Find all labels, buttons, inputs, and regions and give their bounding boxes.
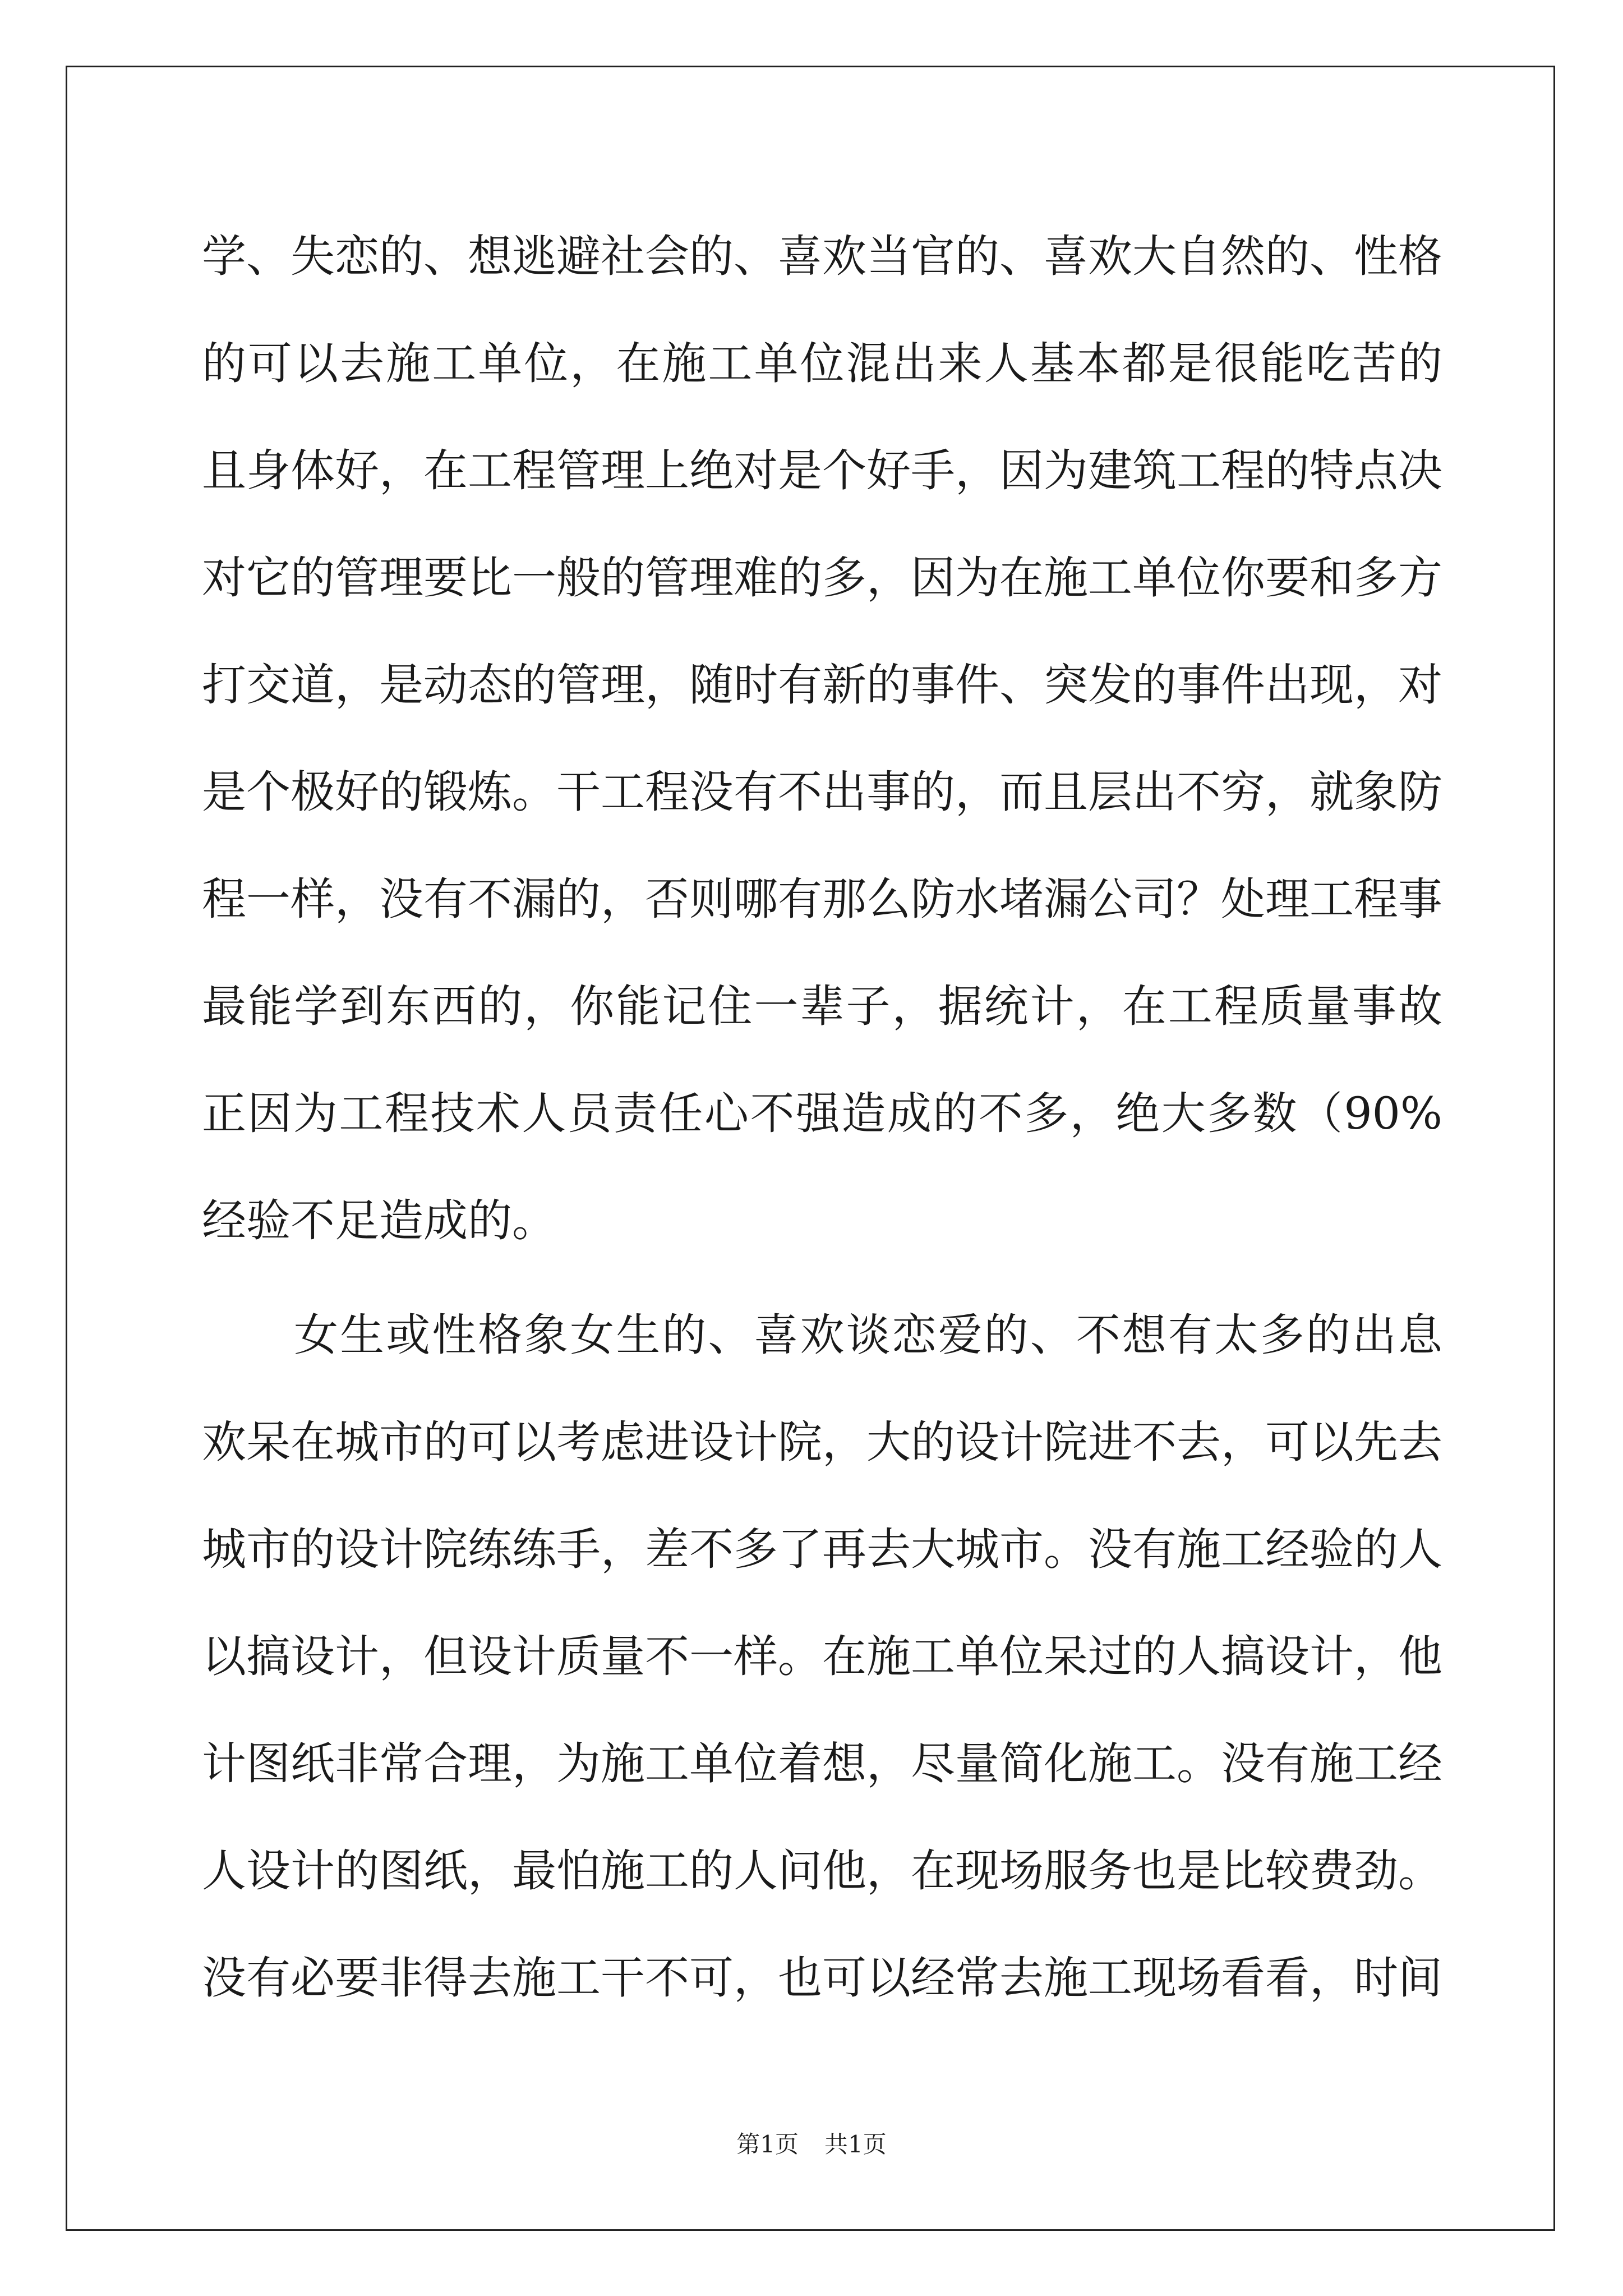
paragraph-1 bbox=[202, 203, 1442, 1274]
text-line: 计图纸非常合理，为施工单位着想，尽量简化施工。没有施工经 bbox=[202, 1738, 1442, 1789]
text-line: 女生或性格象女生的、喜欢谈恋爱的、不想有太多的出息 bbox=[294, 1309, 1442, 1361]
text-line: 欢呆在城市的可以考虑进设计院，大的设计院进不去，可以先去 bbox=[202, 1416, 1442, 1468]
text-line: 是个极好的锻炼。干工程没有不出事的，而且层出不穷，就象防 bbox=[202, 766, 1442, 818]
text-line: 最能学到东西的，你能记住一辈子，据统计，在工程质量事故 bbox=[202, 981, 1442, 1032]
text-line: 打交道，是动态的管理，随时有新的事件、突发的事件出现，对 bbox=[202, 659, 1442, 711]
document-body bbox=[202, 203, 1442, 2032]
paragraph-spacing bbox=[202, 1274, 1442, 1282]
text-line: 没有必要非得去施工干不可，也可以经常去施工现场看看，时间 bbox=[202, 1952, 1442, 2004]
page-number: 第1页 bbox=[736, 2131, 799, 2158]
text-line: 以搞设计，但设计质量不一样。在施工单位呆过的人搞设计，他 bbox=[202, 1631, 1442, 1682]
page-total: 共1页 bbox=[824, 2131, 887, 2158]
text-line: 人设计的图纸，最怕施工的人问他，在现场服务也是比较费劲。 bbox=[202, 1845, 1442, 1897]
text-line: 经验不足造成的。 bbox=[202, 1195, 556, 1246]
text-line: 对它的管理要比一般的管理难的多，因为在施工单位你要和多方 bbox=[202, 552, 1442, 604]
text-line: 学、失恋的、想逃避社会的、喜欢当官的、喜欢大自然的、性格 bbox=[202, 231, 1442, 282]
text-line: 的可以去施工单位，在施工单位混出来人基本都是很能吃苦的 bbox=[202, 338, 1442, 389]
paragraph-2 bbox=[202, 1282, 1442, 2032]
text-line: 正因为工程技术人员责任心不强造成的不多，绝大多数（90% bbox=[202, 1088, 1442, 1139]
text-line: 城市的设计院练练手，差不多了再去大城市。没有施工经验的人 bbox=[202, 1524, 1442, 1575]
page-footer bbox=[0, 2126, 1623, 2160]
text-line: 程一样，没有不漏的，否则哪有那么防水堵漏公司？处理工程事 bbox=[202, 873, 1442, 925]
text-line: 且身体好，在工程管理上绝对是个好手，因为建筑工程的特点决 bbox=[202, 445, 1442, 496]
